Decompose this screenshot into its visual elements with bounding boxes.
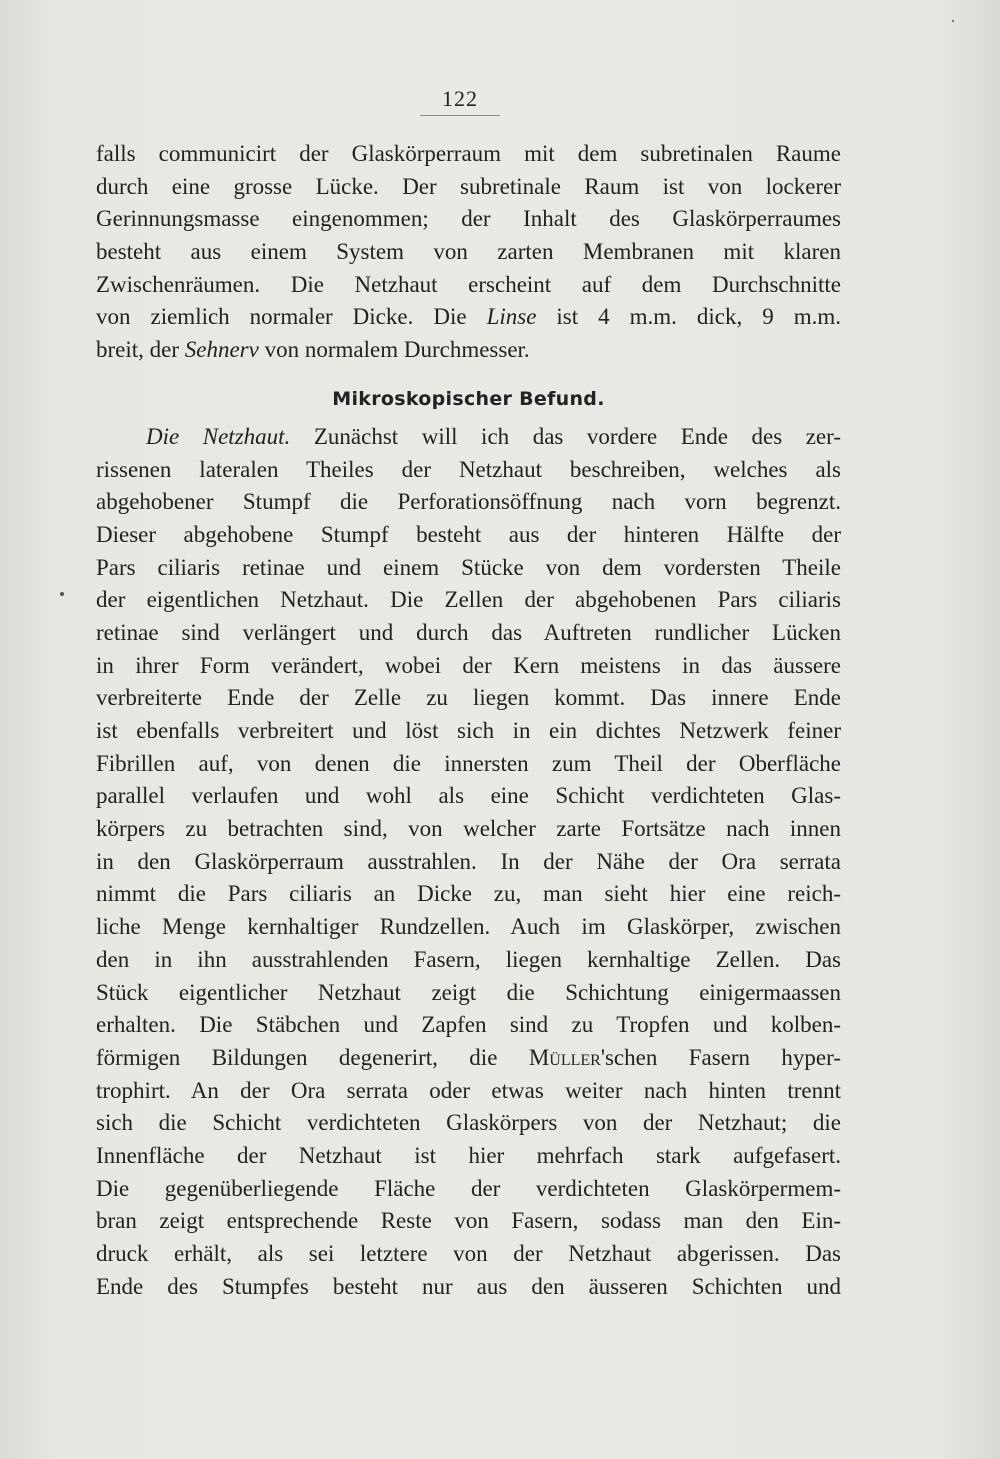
italic-subheading-netzhaut: Die Netzhaut. (146, 423, 291, 449)
text-line: Innenfläche der Netzhaut ist hier mehrfach stark aufgefasert. (96, 1142, 841, 1168)
text-line: in ihrer Form verändert, wobei der Kern meistens in das äussere (96, 652, 841, 678)
text-run: 'schen Fasern hyper- (600, 1044, 842, 1070)
text-line: bran zeigt entsprechende Reste von Fasern, sodass man den Ein- (96, 1208, 841, 1234)
text-line: verbreiterte Ende der Zelle zu liegen kommt. Das innere Ende (96, 685, 841, 711)
text-line: druck erhält, als sei letztere von der Netzhaut abgerissen. Das (96, 1241, 841, 1266)
text-line (96, 301, 841, 334)
text-line: körpers zu betrachten sind, von welcher zarte Fortsätze nach innen (96, 816, 841, 842)
section-heading: Mikroskopischer Befund. (332, 387, 605, 410)
scan-speck (60, 592, 64, 596)
text-run: ist 4 m.m. dick, 9 m.m. (556, 304, 842, 330)
text-line: Ende des Stumpfes besteht nur aus den äusseren Schichten und (96, 1273, 841, 1299)
text-run: Zunächst will ich das vordere Ende des zer- (313, 423, 841, 449)
italic-term-sehnerv: Sehnerv (184, 337, 259, 363)
text-line: ist ebenfalls verbreitert und löst sich in ein dichtes Netzwerk feiner (96, 718, 841, 743)
text-line: liche Menge kernhaltiger Rundzellen. Auch im Glaskörper, zwischen (96, 914, 841, 940)
text-line: besteht aus einem System von zarten Membranen mit klaren (96, 239, 841, 265)
text-line: trophirt. An der Ora serrata oder etwas weiter nach hinten trennt (96, 1077, 841, 1103)
text-run: von normalem Durchmesser. (264, 337, 530, 363)
text-line: falls communicirt der Glaskörperraum mit dem subretinalen Raume (96, 141, 841, 166)
text-line: Die gegenüberliegende Fläche der verdichteten Glaskörpermem- (96, 1175, 841, 1201)
text-line (96, 334, 841, 367)
text-line (96, 421, 841, 454)
text-line: Fibrillen auf, von denen die innersten zum Theil der Oberfläche (96, 750, 841, 776)
text-line: Gerinnungsmasse eingenommen; der Inhalt des Glaskörperraumes (96, 206, 841, 232)
text-line: in den Glaskörperraum ausstrahlen. In der Nähe der Ora serrata (96, 848, 841, 874)
text-line: den in ihn ausstrahlenden Fasern, liegen kernhaltige Zellen. Das (96, 946, 841, 972)
scan-speck (952, 20, 954, 22)
text-line: durch eine grosse Lücke. Der subretinale Raum ist von lockerer (96, 173, 841, 199)
smallcaps-name-mueller: Müller (528, 1044, 601, 1070)
italic-term-linse: Linse (486, 304, 537, 330)
text-line: der eigentlichen Netzhaut. Die Zellen der abgehobenen Pars ciliaris (96, 587, 841, 613)
text-run: förmigen Bildungen degenerirt, die (96, 1044, 498, 1070)
text-line: retinae sind verlängert und durch das Auftreten rundlicher Lücken (96, 619, 841, 645)
text-line: Zwischenräumen. Die Netzhaut erscheint auf dem Durchschnitte (96, 271, 841, 297)
page-number: 122 (442, 86, 478, 111)
text-line: sich die Schicht verdichteten Glaskörpers von der Netzhaut; die (96, 1110, 841, 1136)
header-rule (420, 115, 500, 116)
text-line: parallel verlaufen und wohl als eine Schicht verdichteten Glas- (96, 783, 841, 809)
text-line: Dieser abgehobene Stumpf besteht aus der hinteren Hälfte der (96, 521, 841, 547)
text-line (96, 1042, 841, 1075)
text-line: rissenen lateralen Theiles der Netzhaut beschreiben, welches als (96, 456, 841, 482)
text-run: von ziemlich normaler Dicke. Die (96, 304, 467, 330)
text-line: Stück eigentlicher Netzhaut zeigt die Schichtung einigermaassen (96, 979, 841, 1005)
text-line: Pars ciliaris retinae und einem Stücke von dem vordersten Theile (96, 554, 841, 580)
body-text (96, 138, 841, 1303)
text-line: erhalten. Die Stäbchen und Zapfen sind zu Tropfen und kolben- (96, 1012, 841, 1038)
text-line: abgehobener Stumpf die Perforationsöffnung nach vorn begrenzt. (96, 489, 841, 515)
text-run: breit, der (96, 337, 180, 363)
text-line: nimmt die Pars ciliaris an Dicke zu, man sieht hier eine reich- (96, 881, 841, 907)
